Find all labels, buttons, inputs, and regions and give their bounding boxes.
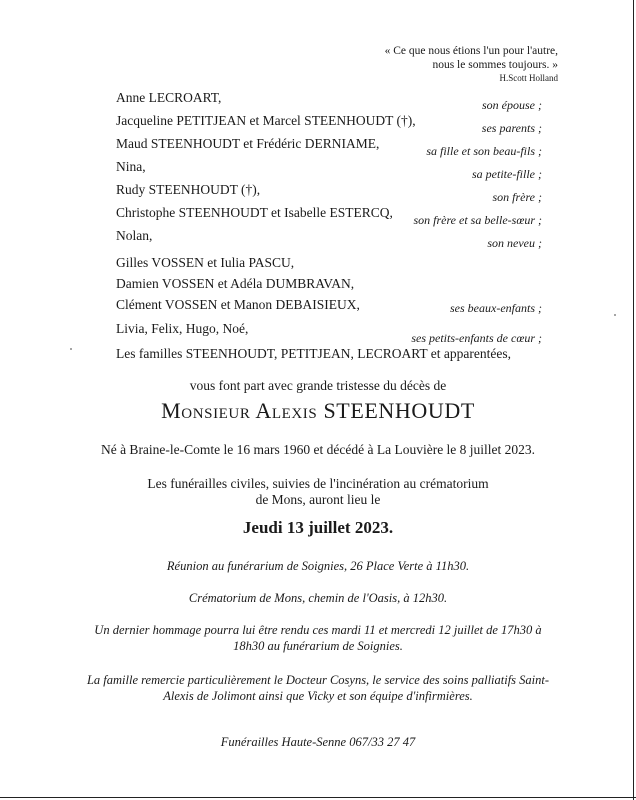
family-relation: sa petite-fille ; [472,167,542,181]
family-relation: son frère et sa belle-sœur ; [413,213,542,227]
quote-line: « Ce que nous étions l'un pour l'autre, [384,45,558,57]
quote-line: nous le sommes toujours. » [432,59,558,71]
homage-info [0,622,636,654]
family-name: Christophe STEENHOUDT et Isabelle ESTERCQ, [116,205,393,220]
family-name: Jacqueline PETITJEAN et Marcel STEENHOUDT (†), [116,113,416,128]
family-name: Clément VOSSEN et Manon DEBAISIEUX, [116,297,360,312]
family-row [116,159,542,182]
bottom-border-line [0,797,636,798]
deceased-name [0,398,636,424]
family-name: Nina, [116,159,146,174]
funeral-line: Les funérailles civiles, suivies de l'incinération au crématorium [147,476,489,491]
family-relation: ses parents ; [481,121,542,135]
family-relation: sa fille et son beau-fils ; [426,144,542,158]
family-relation: son neveu ; [487,236,542,250]
birth-death-line: Né à Braine-le-Comte le 16 mars 1960 et décédé à La Louvière le 8 juillet 2023. [100,442,536,457]
thanks-info [0,672,636,704]
family-row [116,205,542,228]
family-name: Anne LECROART, [116,90,222,105]
family-row [116,90,542,113]
funeral-date: Jeudi 13 juillet 2023. [242,518,394,537]
family-name: Les familles STEENHOUDT, PETITJEAN, LECROART et apparentées, [116,346,511,361]
deceased-surname: STEENHOUDT [323,398,475,423]
family-row-group [116,252,542,321]
family-name: Livia, Felix, Hugo, Noé, [116,321,249,336]
family-name: Rudy STEENHOUDT (†), [116,182,261,197]
meeting-info: Réunion au funérarium de Soignies, 26 Place Verte à 11h30. [166,559,470,573]
family-name: Damien VOSSEN et Adéla DUMBRAVAN, [116,276,355,291]
funeral-home-footer: Funérailles Haute-Senne 067/33 27 47 [220,735,416,749]
quote-author: H.Scott Holland [499,73,558,83]
family-relation: ses petits-enfants de cœur ; [411,331,542,345]
homage-line: 18h30 au funérarium de Soignies. [233,639,403,653]
family-name: Gilles VOSSEN et Iulia PASCU, [116,255,295,270]
family-relation: ses beaux-enfants ; [450,301,542,315]
thanks-line: Alexis de Jolimont ainsi que Vicky et son équipe d'infirmières. [163,689,473,703]
epigraph-quote [385,44,558,84]
homage-line: Un dernier hommage pourra lui être rendu ces mardi 11 et mercredi 12 juillet de 17h30 à [94,623,542,637]
scan-speck [614,314,616,316]
family-relation: son épouse ; [482,98,542,112]
family-list [116,90,542,369]
family-row [116,182,542,205]
family-row [116,113,542,136]
family-row [116,228,542,251]
family-name: Maud STEENHOUDT et Frédéric DERNIAME, [116,136,380,151]
scan-speck [70,348,72,350]
family-relation: son frère ; [492,190,542,204]
family-row [116,321,542,346]
funeral-notice [0,476,636,508]
deceased-title: Monsieur Alexis [161,398,318,423]
thanks-line: La famille remercie particulièrement le Docteur Cosyns, le service des soins palliatifs Saint- [86,673,550,687]
crematorium-info: Crématorium de Mons, chemin de l'Oasis, à 12h30. [188,591,448,605]
announcement-intro: vous font part avec grande tristesse du décès de [189,378,447,393]
family-row [116,136,542,159]
funeral-line: de Mons, auront lieu le [255,492,381,507]
family-name: Nolan, [116,228,153,243]
family-row [116,346,542,369]
